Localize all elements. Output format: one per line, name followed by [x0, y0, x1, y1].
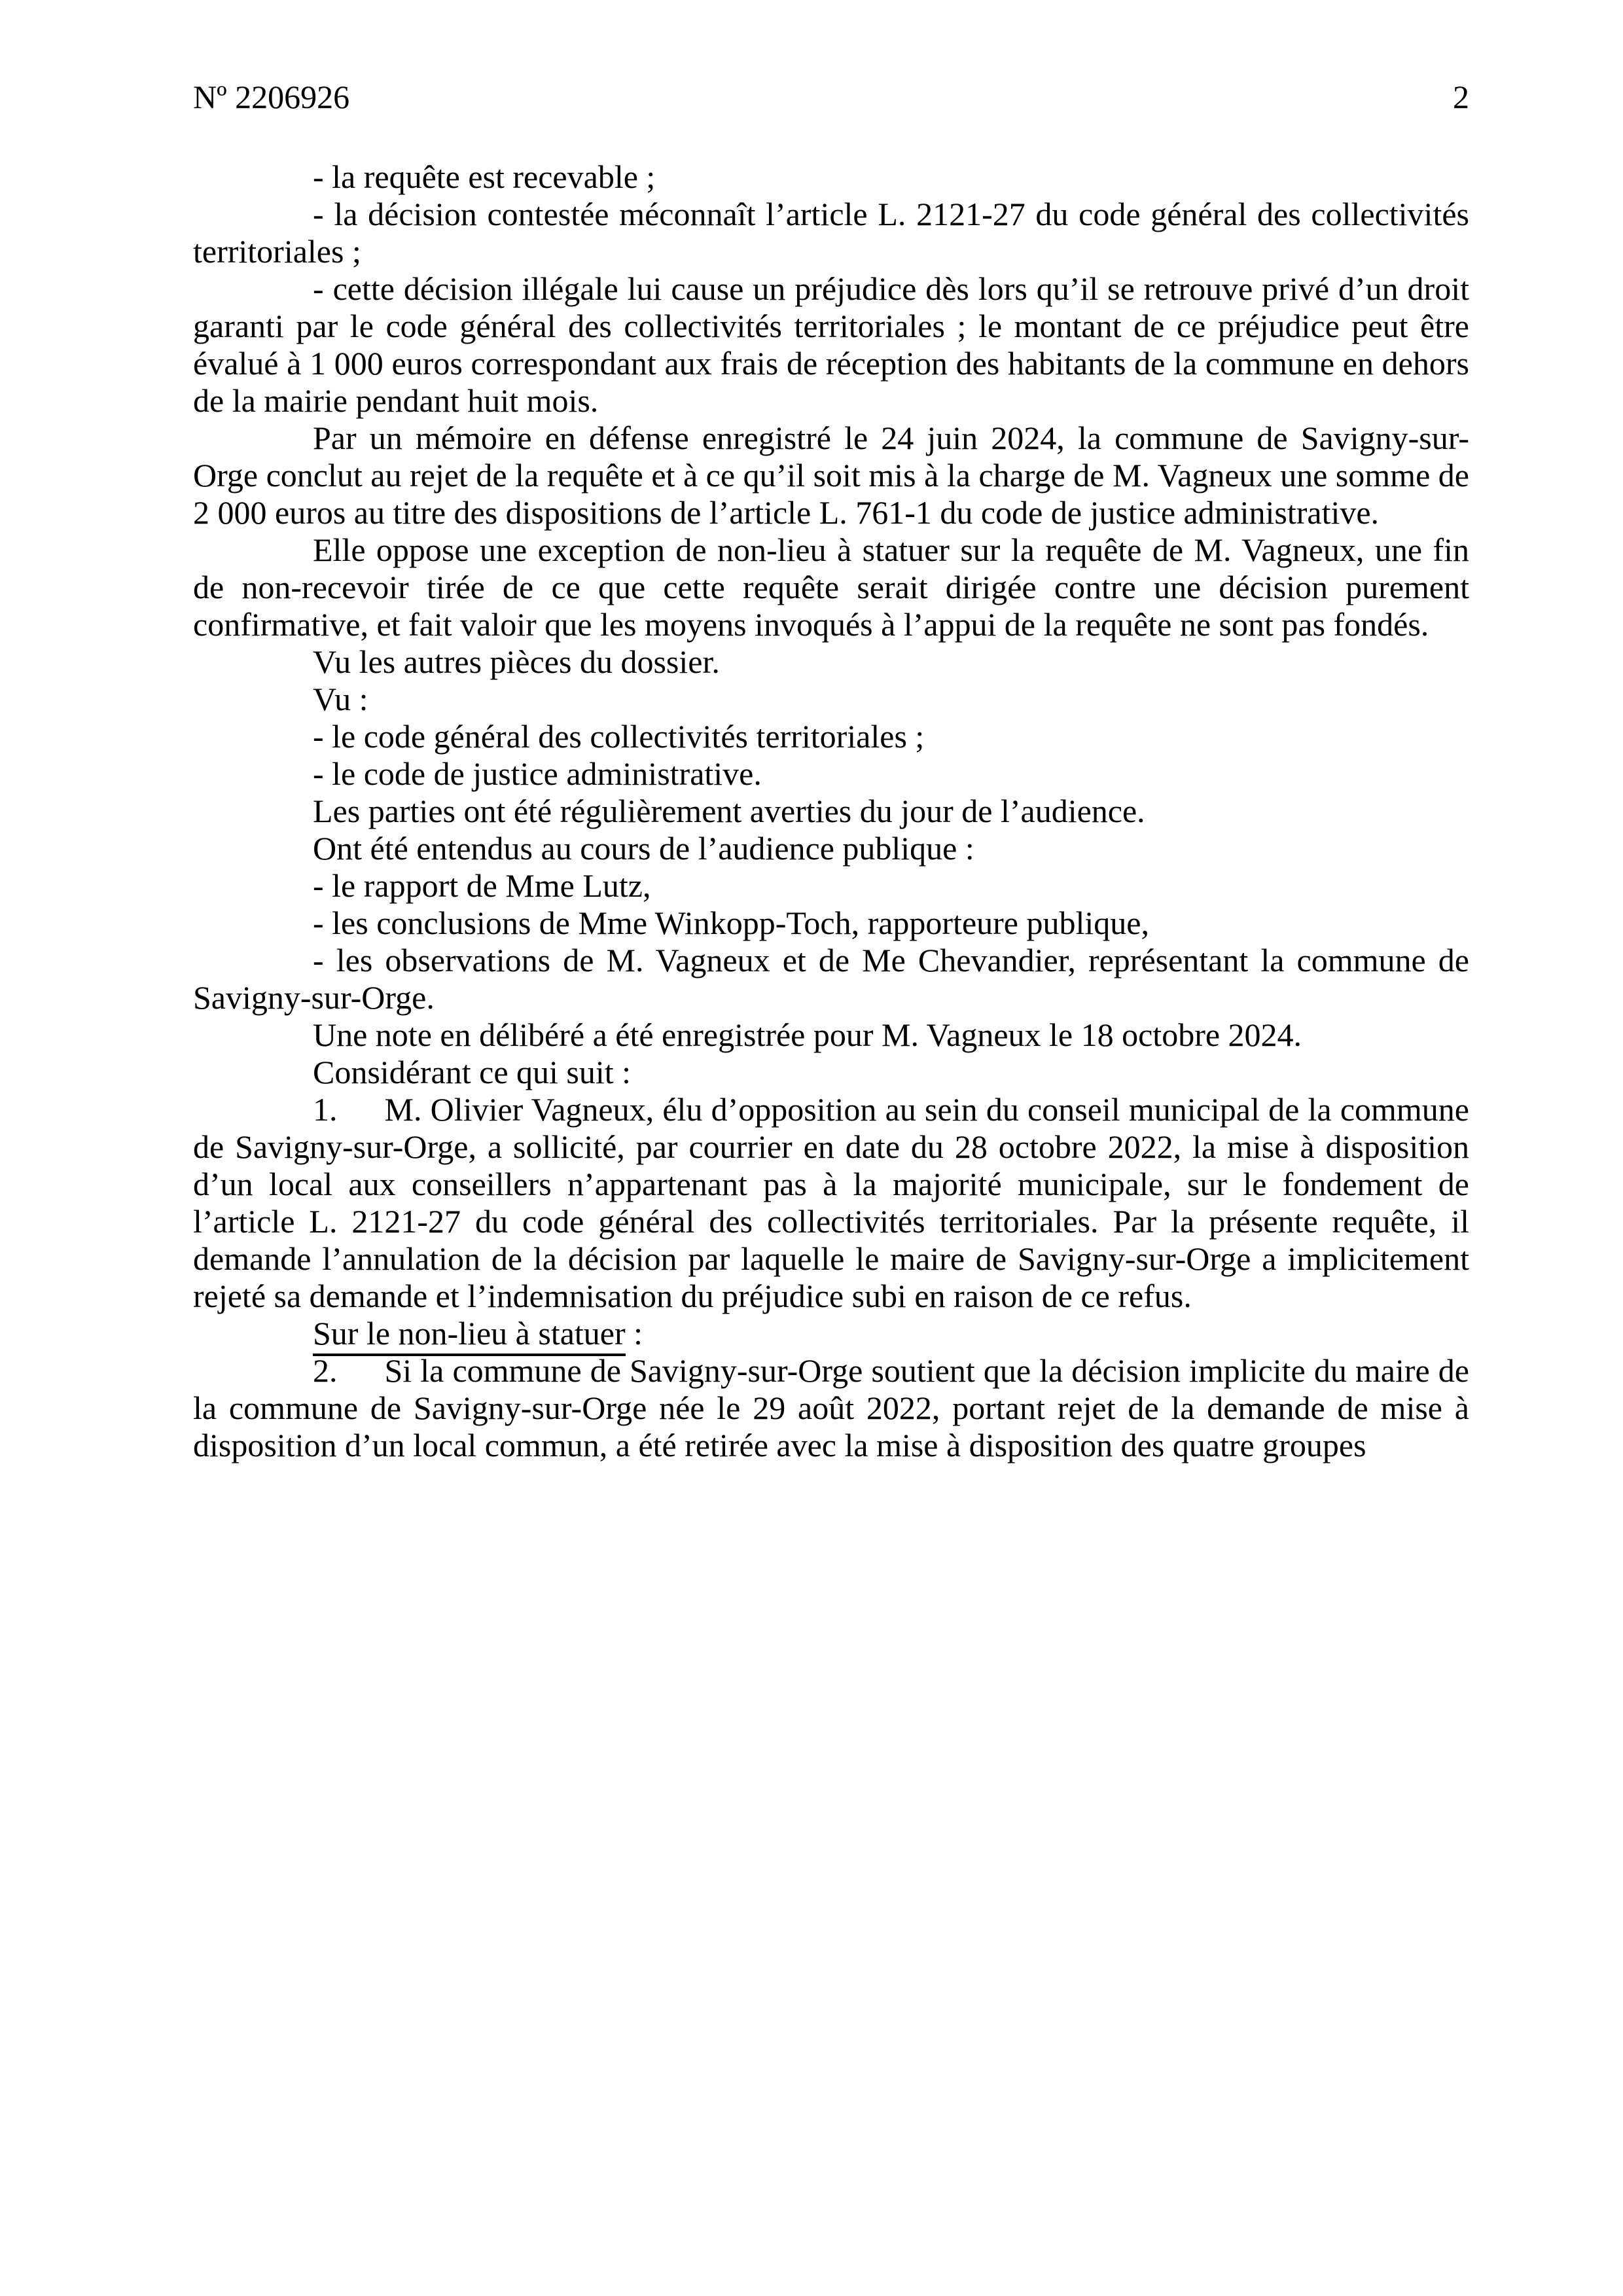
- audience-item-2: - les conclusions de Mme Winkopp-Toch, rapporteure publique,: [313, 905, 1149, 941]
- section-heading-text: Sur le non-lieu à statuer: [313, 1315, 626, 1356]
- paragraph-deliberation-note: Une note en délibéré a été enregistrée pour M. Vagneux le 18 octobre 2024.: [313, 1016, 1302, 1053]
- audience-item-3: - les observations de M. Vagneux et de Me Chevandier, représentant la commune de Savigny-sur-Orge.: [193, 942, 1469, 1016]
- audience-item-1: - le rapport de Mme Lutz,: [313, 867, 651, 904]
- document-body: [193, 158, 1469, 1464]
- section-heading-non-lieu: [193, 1315, 1469, 1352]
- paragraph-text: M. Olivier Vagneux, élu d’opposition au sein du conseil municipal de la commune de Savigny-sur-Orge, a sollicité, par courrier en date du 28 octobre 2022, la mise à disposition d’un local aux conseillers n’appartenant pas à la majorité municipale, sur le fondement de l’article L. 2121-27 du code général des collectivités territoriales. Par la présente requête, il demande l’annulation de la décision par laquelle le maire de Savigny-sur-Orge a implicitement rejeté sa demande et l’indemnisation du préjudice subi en raison de ce refus.: [193, 1091, 1469, 1314]
- paragraph-considerant: Considérant ce qui suit :: [313, 1054, 632, 1090]
- paragraph-defense-arguments: Elle oppose une exception de non-lieu à statuer sur la requête de M. Vagneux, une fin de non-recevoir tirée de ce que cette requête serait dirigée contre une décision purement confirmative, et fait valoir que les moyens invoqués à l’appui de la requête ne sont pas fondés.: [193, 531, 1469, 643]
- paragraph-number: 1.: [313, 1091, 338, 1128]
- paragraph-number: 2.: [313, 1352, 338, 1389]
- paragraph-parties-notified: Les parties ont été régulièrement averties du jour de l’audience.: [313, 793, 1145, 829]
- paragraph-other-documents: Vu les autres pièces du dossier.: [313, 643, 720, 680]
- numbered-paragraph-2: [193, 1352, 1469, 1464]
- vu-item-2: - le code de justice administrative.: [313, 755, 762, 792]
- plea-item-1: - la requête est recevable ;: [313, 158, 656, 195]
- page-header: [193, 79, 1469, 116]
- numbered-paragraph-1: [193, 1091, 1469, 1315]
- paragraph-defense-memoir: Par un mémoire en défense enregistré le 24 juin 2024, la commune de Savigny-sur-Orge conclut au rejet de la requête et à ce qu’il soit mis à la charge de M. Vagneux une somme de 2 000 euros au titre des dispositions de l’article L. 761-1 du code de justice administrative.: [193, 420, 1469, 531]
- paragraph-text: Si la commune de Savigny-sur-Orge soutient que la décision implicite du maire de la commune de Savigny-sur-Orge née le 29 août 2022, portant rejet de la demande de mise à disposition d’un local commun, a été retirée avec la mise à disposition des quatre groupes: [193, 1352, 1469, 1463]
- vu-item-1: - le code général des collectivités territoriales ;: [313, 718, 925, 755]
- section-heading-colon: :: [625, 1315, 643, 1352]
- paragraph-vu: Vu :: [313, 681, 368, 717]
- plea-item-2: - la décision contestée méconnaît l’article L. 2121-27 du code général des collectivités territoriales ;: [193, 196, 1469, 270]
- case-number: Nº 2206926: [193, 79, 350, 115]
- plea-item-3: - cette décision illégale lui cause un préjudice dès lors qu’il se retrouve privé d’un droit garanti par le code général des collectivités territoriales ; le montant de ce préjudice peut être évalué à 1 000 euros correspondant aux frais de réception des habitants de la commune en dehors de la mairie pendant huit mois.: [193, 270, 1469, 419]
- page-number: 2: [1453, 79, 1469, 115]
- paragraph-audience-intro: Ont été entendus au cours de l’audience publique :: [313, 830, 974, 867]
